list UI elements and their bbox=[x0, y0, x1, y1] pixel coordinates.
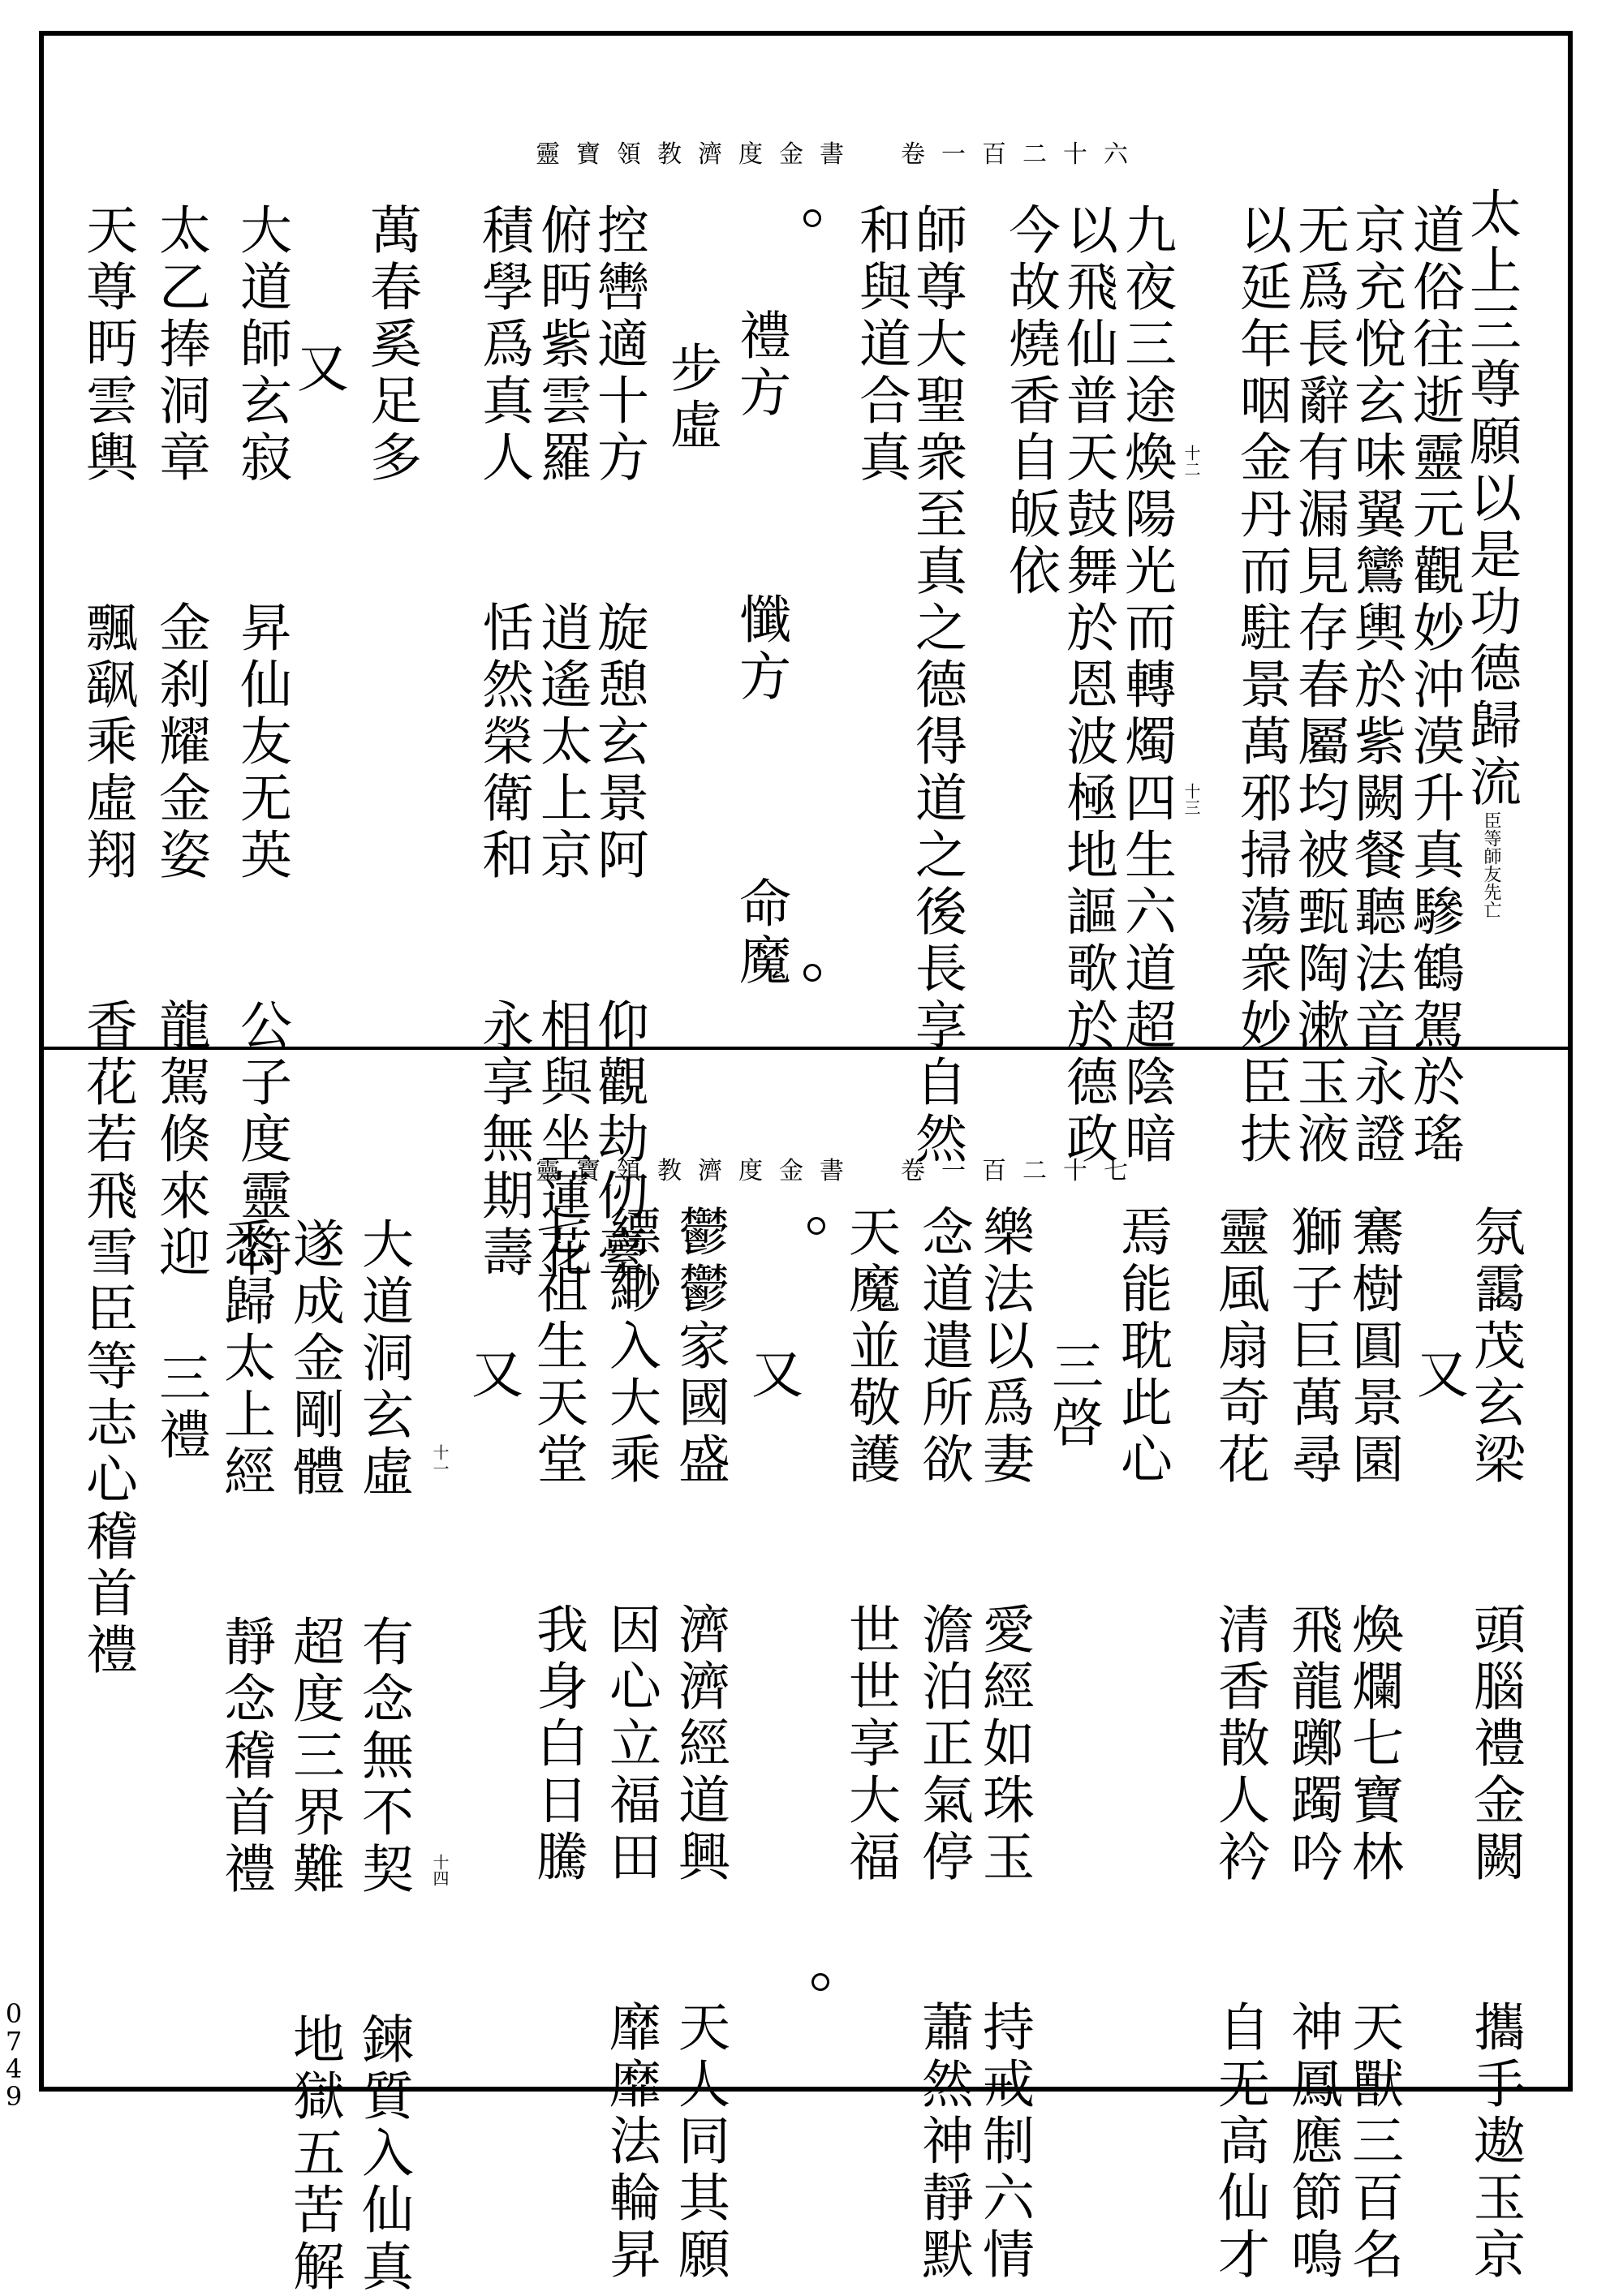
top-col-1-small: 臣等師友先亡 bbox=[1481, 811, 1501, 918]
top-col-10: 和與道合真 bbox=[850, 203, 911, 487]
bottom-col-9: 念道遣所欲 澹泊正氣停 蕭然神靜默 bbox=[913, 1205, 973, 2284]
bottom-col-14: 七祖生天堂 我身白日騰 bbox=[527, 1205, 588, 1886]
top-col-6: 九夜三途煥陽光而轉燭四生六道超陰暗 bbox=[1116, 203, 1176, 1168]
page-number-digit: 7 bbox=[5, 2026, 23, 2057]
bottom-circle-2 bbox=[812, 1973, 829, 1991]
bottom-note-2: 十四 bbox=[430, 1854, 450, 1886]
top-col-7: 以飛仙普天鼓舞於恩波極地謳歌於德政 bbox=[1057, 203, 1117, 1168]
page-number-digit: 4 bbox=[5, 2053, 23, 2084]
bottom-col-18: 悉歸太上經 靜念稽首禮 bbox=[215, 1217, 275, 1898]
page-number-digit: 0 bbox=[5, 1998, 23, 2029]
bottom-col-4: 獅子巨萬尋 飛龍躑躅吟 神鳳應節鳴 bbox=[1282, 1205, 1342, 2284]
bottom-col-19: 三禮 bbox=[150, 1351, 210, 1464]
top-col-19: 太乙捧洞章 金刹耀金姿 龍駕倏來迎 bbox=[150, 203, 210, 1282]
bottom-col-12: 鬱鬱家國盛 濟濟經道興 天人同其願 bbox=[669, 1205, 730, 2284]
page-number bbox=[5, 2000, 23, 2110]
bottom-col-7: 三啓 bbox=[1043, 1339, 1103, 1452]
top-header: 靈寶領教濟度金書 卷一百二十六 bbox=[536, 140, 1144, 169]
top-col-4: 无爲長辭有漏見存春屬均被甄陶漱玉液 bbox=[1289, 203, 1349, 1168]
bottom-note-1: 十一 bbox=[430, 1444, 450, 1477]
bottom-col-10: 天魔並敬護 世世享大福 bbox=[840, 1205, 900, 1886]
top-note-2: 十三 bbox=[1182, 783, 1201, 815]
bottom-col-20: 臣等志心稽首禮 bbox=[77, 1282, 137, 1679]
top-col-9: 師尊大聖衆至真之德得道之後長享自然 bbox=[906, 203, 966, 1168]
bottom-circle-1 bbox=[807, 1217, 825, 1235]
bottom-col-6: 焉能耽此心 bbox=[1112, 1205, 1172, 1489]
bottom-col-2: 又 bbox=[1408, 1347, 1468, 1404]
bottom-col-13: 縹緲入大乘 因心立福田 靡靡法輪昇 bbox=[601, 1205, 661, 2284]
top-col-5: 以延年咽金丹而駐景萬邪掃蕩衆妙臣扶 bbox=[1231, 203, 1291, 1168]
top-note-1: 十二 bbox=[1182, 445, 1201, 477]
top-col-3: 京充悅玄味翼鸞輿於紫闕餐聽法音永證 bbox=[1345, 203, 1406, 1168]
bottom-col-1: 氛靄茂玄梁 頭腦禮金闕 攜手遨玉京 bbox=[1465, 1205, 1525, 2284]
top-col-11: 禮方 懺方 命魔 bbox=[730, 308, 790, 990]
bottom-col-15: 又 bbox=[463, 1347, 523, 1404]
top-col-16: 萬春奚足多 bbox=[361, 203, 421, 487]
bottom-header: 靈寶領教濟度金書 卷一百二十七 bbox=[536, 1157, 1144, 1185]
page-number-digit: 9 bbox=[5, 2081, 23, 2112]
bottom-col-3: 騫樹圓景園 煥爛七寶林 天獸三百名 bbox=[1343, 1205, 1403, 2284]
top-col-14: 俯眄紫雲羅 逍遙太上京 相與坐蓮花 bbox=[532, 203, 592, 1282]
top-col-12: 步虛 bbox=[661, 341, 721, 454]
top-col-2: 道俗往逝靈元觀妙沖漠升真驂鶴駕於瑤 bbox=[1404, 203, 1464, 1168]
bottom-col-11: 又 bbox=[743, 1347, 803, 1404]
top-col-13: 控轡適十方 旋憩玄景阿 仰觀劫仞臺 bbox=[588, 203, 648, 1282]
top-col-1 bbox=[1461, 187, 1521, 918]
top-col-15: 積學爲真人 恬然榮衛和 永享無期壽 bbox=[473, 203, 533, 1282]
bottom-col-17: 遂成金剛體 超度三界難 地獄五苦解 bbox=[284, 1217, 344, 2296]
bottom-col-5: 靈風扇奇花 清香散人衿 自无高仙才 bbox=[1209, 1205, 1269, 2284]
top-col-1-text: 太上三尊願以是功德歸流 bbox=[1461, 187, 1521, 811]
top-col-20: 天尊眄雲輿 飄飖乘虛翔 香花若飛雪 bbox=[77, 203, 137, 1282]
top-circle-1 bbox=[803, 209, 821, 227]
top-col-17: 又 bbox=[288, 341, 348, 398]
bottom-col-16: 大道洞玄虛 有念無不契 鍊質入仙真 bbox=[353, 1217, 413, 2296]
bottom-col-8: 樂法以爲妻 愛經如珠玉 持戒制六情 bbox=[974, 1205, 1034, 2284]
top-circle-2 bbox=[803, 964, 821, 982]
top-col-18: 大道師玄寂 昇仙友无英 公子度靈符 bbox=[231, 203, 291, 1282]
top-col-8: 今故燒香自皈依 bbox=[1000, 203, 1060, 600]
